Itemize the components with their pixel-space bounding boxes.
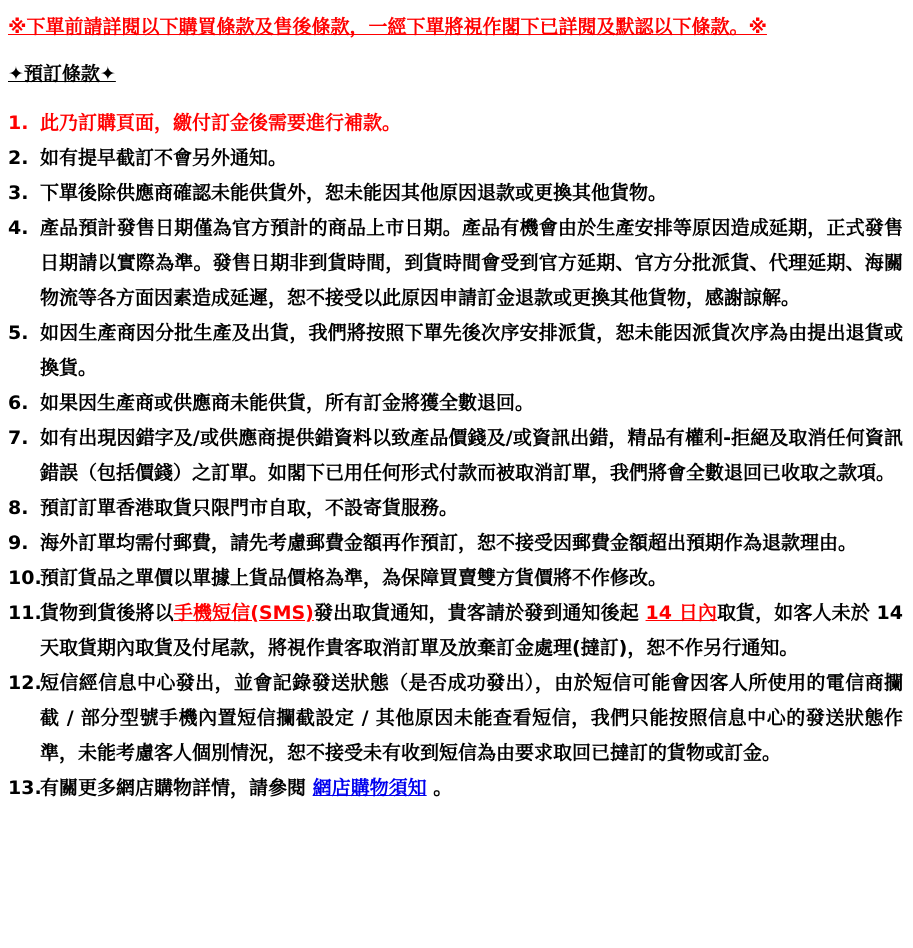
term-text: 如因生產商因分批生產及出貨，我們將按照下單先後次序安排派貨，恕未能因派貨次序為由提出退貨或換貨。 bbox=[40, 322, 903, 379]
term-text: 預訂貨品之單價以單據上貨品價格為準，為保障買賣雙方貨價將不作修改。 bbox=[40, 567, 668, 589]
highlighted-text: 14 日內 bbox=[645, 602, 717, 624]
term-number: 8. bbox=[8, 497, 29, 519]
terms-list bbox=[8, 106, 903, 806]
term-number: 12. bbox=[8, 672, 42, 694]
term-text: 下單後除供應商確認未能供貨外，恕未能因其他原因退款或更換其他貨物。 bbox=[40, 182, 668, 204]
term-item-6 bbox=[8, 386, 903, 421]
term-text: 預訂訂單香港取貨只限門市自取，不設寄貨服務。 bbox=[40, 497, 459, 519]
purchase-notice-title: ※下單前請詳閱以下購買條款及售後條款，一經下單將視作閣下已詳閱及默認以下條款。※ bbox=[8, 16, 767, 38]
term-number: 11. bbox=[8, 602, 42, 624]
term-number: 13. bbox=[8, 777, 42, 799]
term-number: 5. bbox=[8, 322, 29, 344]
term-item-3 bbox=[8, 176, 903, 211]
term-item-13 bbox=[8, 771, 903, 806]
term-text: 如有提早截訂不會另外通知。 bbox=[40, 147, 288, 169]
highlighted-text: 手機短信(SMS) bbox=[173, 602, 314, 624]
term-item-12 bbox=[8, 666, 903, 771]
term-item-11 bbox=[8, 596, 903, 666]
store-shopping-guide-link[interactable]: 網店購物須知 bbox=[312, 777, 427, 799]
term-text: 此乃訂購頁面，繳付訂金後需要進行補款。 bbox=[40, 112, 402, 134]
term-text: 貨物到貨後將以手機短信(SMS)發出取貨通知，貴客請於發到通知後起 14 日內取貨，如客人未於 14 天取貨期內取貨及付尾款，將視作貴客取消訂單及放棄訂金處理(撻訂)，恕不作另行通知。 bbox=[40, 602, 903, 659]
term-number: 7. bbox=[8, 427, 29, 449]
term-item-8 bbox=[8, 491, 903, 526]
term-text: 海外訂單均需付郵費，請先考慮郵費金額再作預訂，恕不接受因郵費金額超出預期作為退款理由。 bbox=[40, 532, 858, 554]
term-number: 2. bbox=[8, 147, 29, 169]
term-number: 4. bbox=[8, 217, 29, 239]
term-item-10 bbox=[8, 561, 903, 596]
preorder-terms-heading: ✦預訂條款✦ bbox=[8, 63, 116, 85]
term-item-4 bbox=[8, 211, 903, 316]
term-item-1 bbox=[8, 106, 903, 141]
term-text: 產品預計發售日期僅為官方預計的商品上市日期。產品有機會由於生產安排等原因造成延期，正式發售日期請以實際為準。發售日期非到貨時間，到貨時間會受到官方延期、官方分批派貨、代理延期、海關物流等各方面因素造成延遲，恕不接受以此原因申請訂金退款或更換其他貨物，感謝諒解。 bbox=[40, 217, 903, 309]
term-number: 6. bbox=[8, 392, 29, 414]
term-item-2 bbox=[8, 141, 903, 176]
term-text: 短信經信息中心發出，並會記錄發送狀態（是否成功發出），由於短信可能會因客人所使用的電信商攔截 / 部分型號手機內置短信攔截設定 / 其他原因未能查看短信，我們只能按照信息中心的發送狀態作準，未能考慮客人個別情況，恕不接受未有收到短信為由要求取回已撻訂的貨物或訂金。 bbox=[40, 672, 903, 764]
term-number: 3. bbox=[8, 182, 29, 204]
term-text: 如果因生產商或供應商未能供貨，所有訂金將獲全數退回。 bbox=[40, 392, 535, 414]
term-item-9 bbox=[8, 526, 903, 561]
term-item-7 bbox=[8, 421, 903, 491]
term-number: 1. bbox=[8, 112, 29, 134]
term-number: 10. bbox=[8, 567, 42, 589]
term-item-5 bbox=[8, 316, 903, 386]
term-number: 9. bbox=[8, 532, 29, 554]
term-text: 如有出現因錯字及/或供應商提供錯資料以致產品價錢及/或資訊出錯，精品有權利-拒絕及取消任何資訊錯誤（包括價錢）之訂單。如閣下已用任何形式付款而被取消訂單，我們將會全數退回已收取之款項。 bbox=[40, 427, 903, 484]
term-text: 有關更多網店購物詳情，請參閱 網店購物須知 。 bbox=[40, 777, 453, 799]
